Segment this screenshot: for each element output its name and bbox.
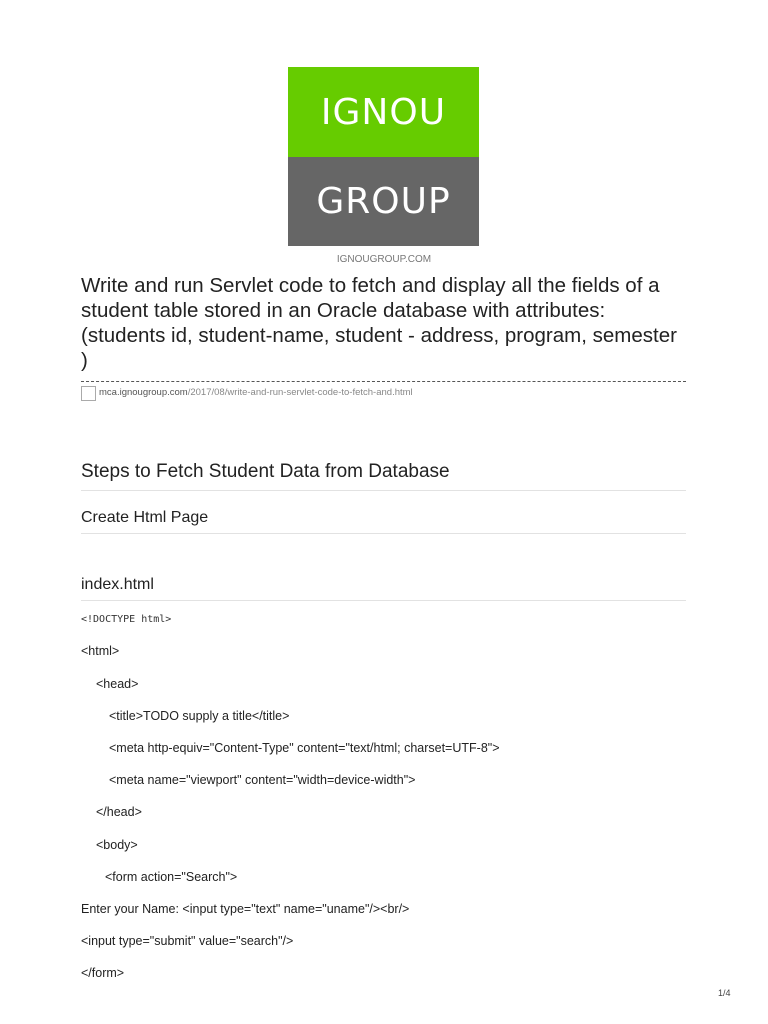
create-html-heading-rule [81,533,686,534]
source-link-icon [81,386,96,401]
logo-top-block: IGNOU [288,67,479,157]
source-url-host: mca.ignougroup.com [99,387,188,398]
code-line: <meta http-equiv="Content-Type" content="text/html; charset=UTF-8"> [109,741,500,755]
create-html-heading: Create Html Page [81,509,209,526]
code-doctype-line: <!DOCTYPE html> [81,614,172,625]
code-line: Enter your Name: <input type="text" name="uname"/><br/> [81,902,410,916]
page-number: 1/4 [718,988,731,998]
code-line: <html> [81,644,120,658]
index-html-heading-rule [81,600,686,601]
code-line: <meta name="viewport" content="width=device-width"> [109,773,416,787]
code-line: <form action="Search"> [105,870,238,884]
title-divider [81,381,686,382]
document-title: Write and run Servlet code to fetch and display all the fields of a student table stored in an Oracle database with attributes: (students id, student-name, student - address, program, semester ) [81,274,677,372]
code-line: <title>TODO supply a title</title> [109,709,290,723]
ignou-group-logo [288,67,479,246]
index-html-heading: index.html [81,576,154,593]
code-line: </form> [81,966,125,980]
code-line: <head> [96,677,139,691]
code-line: <body> [96,838,138,852]
steps-heading: Steps to Fetch Student Data from Database [81,461,450,482]
source-url-path: /2017/08/write-and-run-servlet-code-to-fetch-and.html [187,387,413,398]
code-line: <input type="submit" value="search"/> [81,934,294,948]
site-label: IGNOUGROUP.COM [336,254,432,265]
code-line: </head> [96,805,142,819]
logo-bottom-block: GROUP [288,157,479,246]
steps-heading-rule [81,490,686,491]
source-url-link[interactable] [99,387,413,398]
